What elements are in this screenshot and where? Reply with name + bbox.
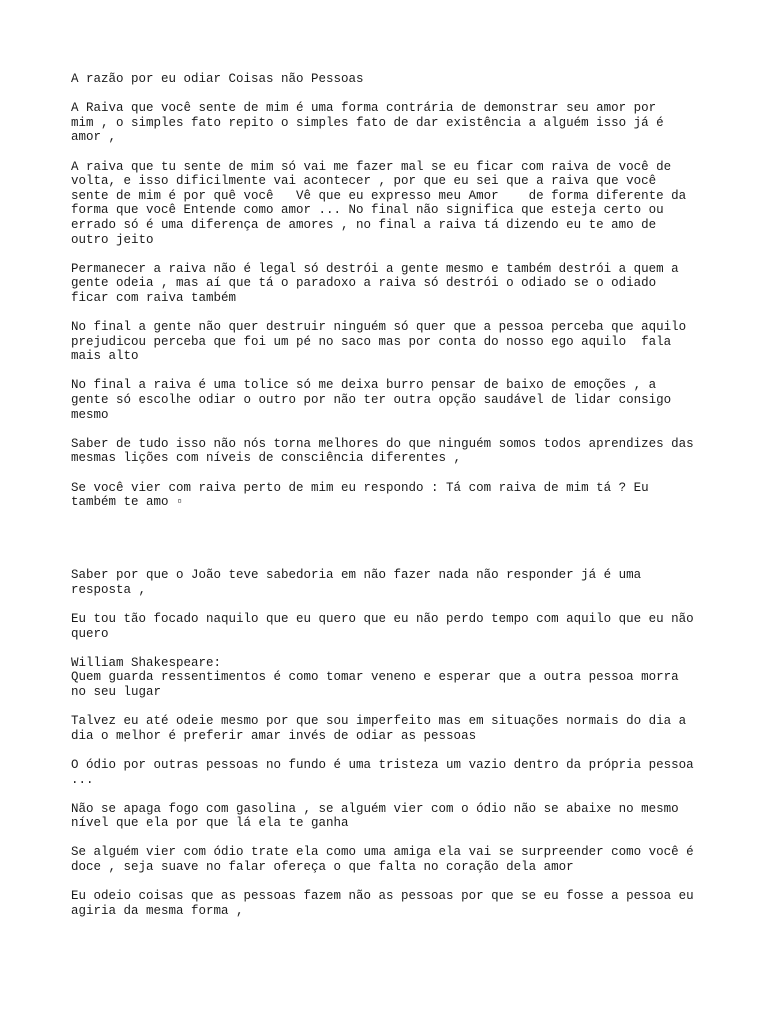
text-line: A raiva que tu sente de mim só vai me fazer mal se eu ficar com raiva de você de	[71, 159, 672, 174]
text-line: Saber por que o João teve sabedoria em não fazer nada não responder já é uma	[71, 568, 642, 583]
text-line: William Shakespeare:	[71, 655, 222, 670]
text-line: mim , o simples fato repito o simples fato de dar existência a alguém isso já é	[71, 115, 664, 130]
paragraph	[71, 802, 711, 831]
text-line: No final a raiva é uma tolice só me deixa burro pensar de baixo de emoções , a	[71, 378, 657, 393]
paragraph	[71, 568, 711, 597]
text-line: forma que você Entende como amor ... No final não significa que esteja certo ou	[71, 203, 664, 218]
paragraph	[71, 378, 711, 422]
text-line: mais alto	[71, 349, 139, 364]
text-line: Não se apaga fogo com gasolina , se alguém vier com o ódio não se abaixe no mesmo	[71, 801, 679, 816]
text-line: Eu odeio coisas que as pessoas fazem não as pessoas por que se eu fosse a pessoa eu	[71, 889, 694, 904]
text-line: resposta ,	[71, 582, 147, 597]
paragraph	[71, 101, 711, 145]
text-line: prejudicou perceba que foi um pé no saco mas por conta do nosso ego aquilo fala	[71, 334, 672, 349]
text-line: também te amo ▫	[71, 495, 184, 510]
blank-gap	[71, 524, 711, 568]
text-line: mesmas lições com níveis de consciência diferentes ,	[71, 451, 462, 466]
paragraphs-block-1	[71, 101, 711, 510]
text-line: No final a gente não quer destruir ninguém só quer que a pessoa perceba que aquilo	[71, 320, 687, 335]
document-page	[71, 72, 711, 933]
text-line: ...	[71, 772, 94, 787]
text-line: Saber de tudo isso não nós torna melhores do que ninguém somos todos aprendizes das	[71, 436, 694, 451]
text-line: Se alguém vier com ódio trate ela como uma amiga ela vai se surpreender como você é	[71, 845, 694, 860]
text-line: outro jeito	[71, 232, 154, 247]
text-line: mesmo	[71, 407, 109, 422]
text-line: dia o melhor é preferir amar invés de odiar as pessoas	[71, 728, 477, 743]
text-line: doce , seja suave no falar ofereça o que falta no coração dela amor	[71, 860, 574, 875]
paragraph	[71, 758, 711, 787]
text-line: A Raiva que você sente de mim é uma forma contrária de demonstrar seu amor por	[71, 101, 657, 116]
text-line: Se você vier com raiva perto de mim eu respondo : Tá com raiva de mim tá ? Eu	[71, 480, 649, 495]
paragraph	[71, 889, 711, 918]
paragraph	[71, 262, 711, 306]
title-line: A razão por eu odiar Coisas não Pessoas	[71, 72, 364, 86]
paragraph	[71, 160, 711, 248]
text-line: errado só é uma diferença de amores , no final a raiva tá dizendo eu te amo de	[71, 217, 657, 232]
paragraph	[71, 612, 711, 641]
text-line: Permanecer a raiva não é legal só destrói a gente mesmo e também destrói a quem a	[71, 261, 679, 276]
paragraph	[71, 714, 711, 743]
text-line: nível que ela por que lá ela te ganha	[71, 816, 349, 831]
paragraph	[71, 437, 711, 466]
text-line: ficar com raiva também	[71, 290, 237, 305]
text-line: Quem guarda ressentimentos é como tomar veneno e esperar que a outra pessoa morra	[71, 670, 679, 685]
paragraph	[71, 845, 711, 874]
document-title	[71, 72, 711, 87]
text-line: sente de mim é por quê você Vê que eu expresso meu Amor de forma diferente da	[71, 188, 687, 203]
text-line: volta, e isso dificilmente vai acontecer , por que eu sei que a raiva que você	[71, 174, 657, 189]
paragraph	[71, 656, 711, 700]
text-line: gente odeia , mas aí que tá o paradoxo a raiva só destrói o odiado se o odiado	[71, 276, 657, 291]
text-line: O ódio por outras pessoas no fundo é uma tristeza um vazio dentro da própria pessoa	[71, 757, 694, 772]
text-line: no seu lugar	[71, 684, 162, 699]
paragraphs-block-2	[71, 568, 711, 918]
text-line: amor ,	[71, 130, 117, 145]
text-line: gente só escolhe odiar o outro por não ter outra opção saudável de lidar consigo	[71, 393, 672, 408]
text-line: quero	[71, 626, 109, 641]
paragraph	[71, 481, 711, 510]
text-line: agiria da mesma forma ,	[71, 903, 244, 918]
text-line: Talvez eu até odeie mesmo por que sou imperfeito mas em situações normais do dia a	[71, 714, 687, 729]
text-line: Eu tou tão focado naquilo que eu quero que eu não perdo tempo com aquilo que eu não	[71, 611, 694, 626]
paragraph	[71, 320, 711, 364]
